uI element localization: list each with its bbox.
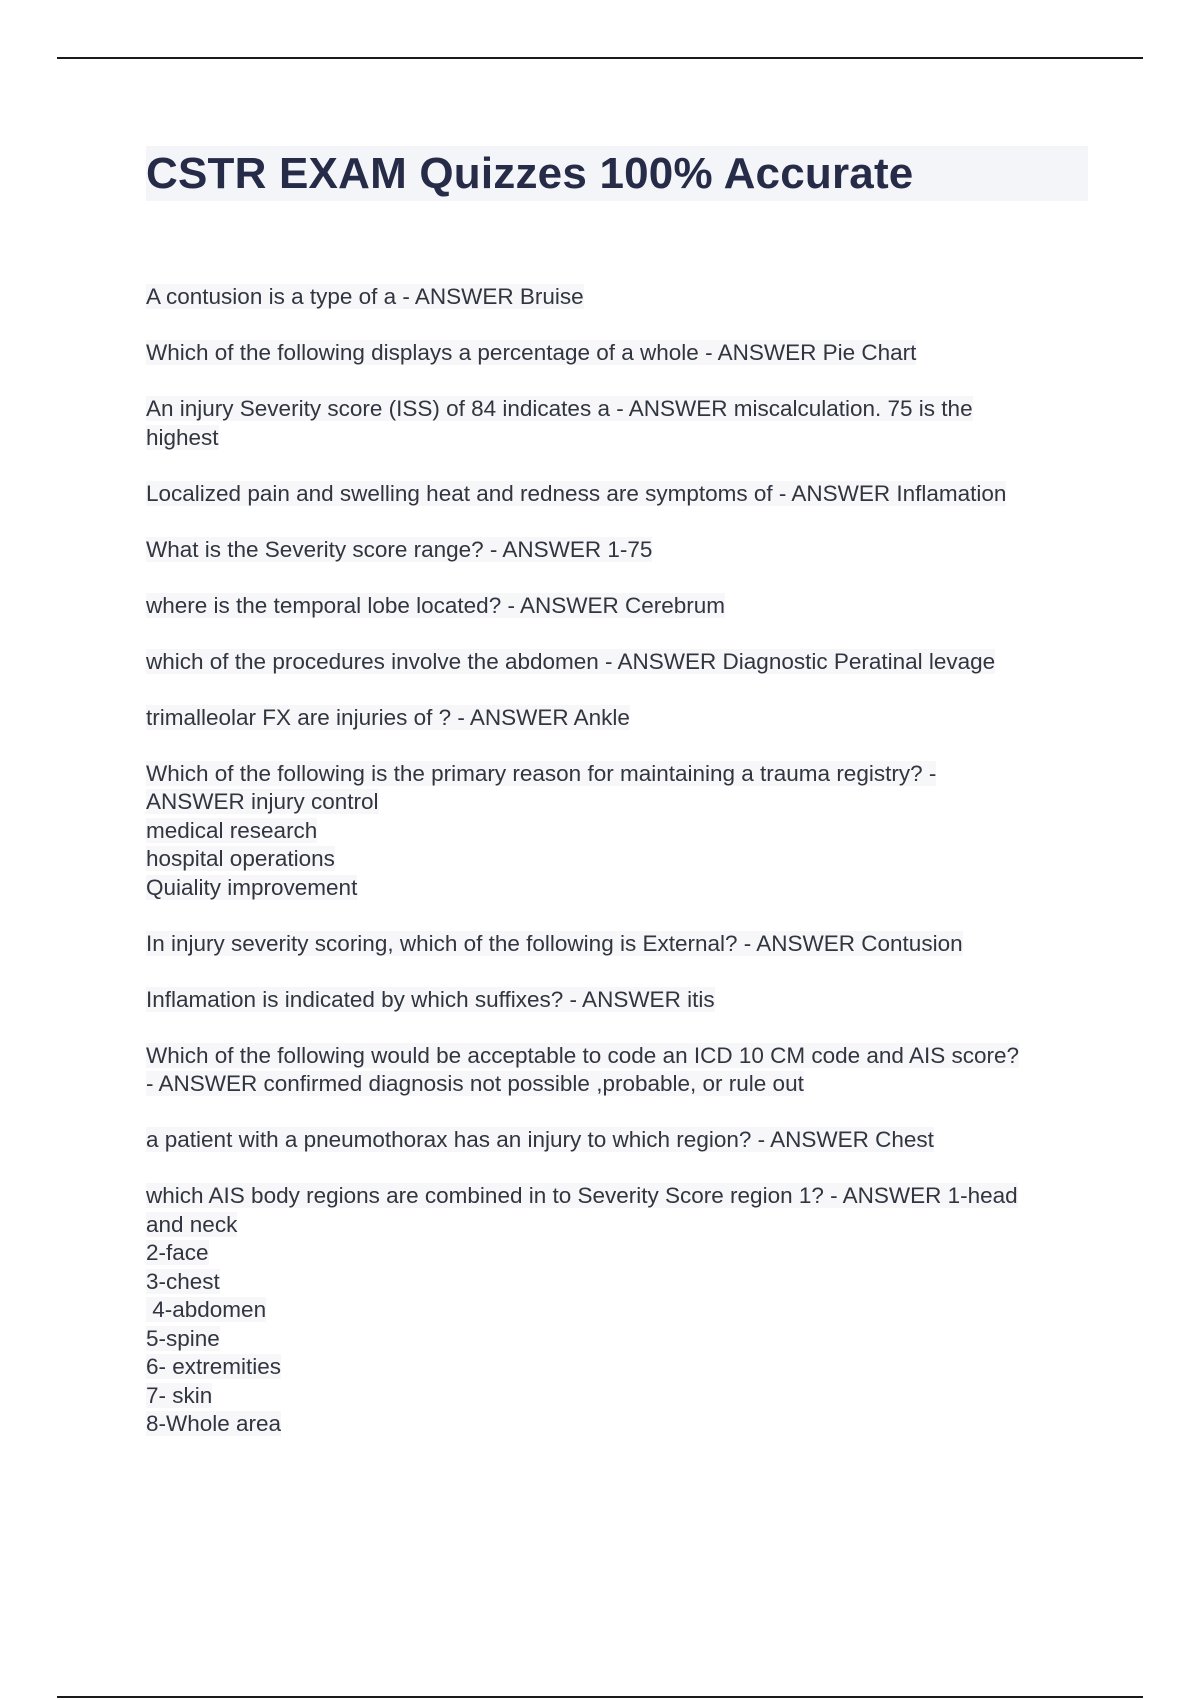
qa-line-text: Which of the following is the primary reason for maintaining a trauma registry? - <box>146 760 937 786</box>
qa-line-text: ANSWER injury control <box>146 789 379 814</box>
qa-line <box>146 930 1096 959</box>
qa-line-text: 6- extremities <box>146 1354 282 1379</box>
qa-line <box>146 1410 1096 1439</box>
qa-line <box>146 760 1096 789</box>
document-title: CSTR EXAM Quizzes 100% Accurate <box>146 149 914 198</box>
footer-rule <box>57 1696 1143 1698</box>
qa-line-text: which AIS body regions are combined in to Severity Score region 1? - ANSWER 1-head <box>146 1183 1018 1208</box>
qa-line-text: where is the temporal lobe located? - ANSWER Cerebrum <box>146 592 726 618</box>
qa-item-q3 <box>146 395 1096 452</box>
qa-line-text: medical research <box>146 817 318 843</box>
qa-item-q11 <box>146 986 1096 1015</box>
title-highlight <box>146 146 1088 201</box>
qa-item-q1 <box>146 283 1096 312</box>
qa-line-text: a patient with a pneumothorax has an injury to which region? - ANSWER Chest <box>146 1127 934 1152</box>
qa-line <box>146 817 1096 846</box>
qa-item-q4 <box>146 480 1096 509</box>
qa-line <box>146 1382 1096 1411</box>
qa-line-text: trimalleolar FX are injuries of ? - ANSWER Ankle <box>146 704 630 730</box>
qa-line <box>146 395 1096 424</box>
qa-line <box>146 1070 1096 1099</box>
header-rule <box>57 57 1143 59</box>
qa-line-text: 7- skin <box>146 1382 213 1408</box>
qa-line-text: 8-Whole area <box>146 1411 282 1436</box>
qa-line <box>146 1353 1096 1382</box>
qa-line <box>146 1325 1096 1354</box>
qa-item-q5 <box>146 536 1096 565</box>
qa-line <box>146 283 1096 312</box>
qa-line <box>146 704 1096 733</box>
qa-line <box>146 1182 1096 1211</box>
qa-line <box>146 1211 1096 1240</box>
qa-line <box>146 536 1096 565</box>
qa-item-q2 <box>146 339 1096 368</box>
qa-line-text: Quiality improvement <box>146 874 358 900</box>
qa-line-text: In injury severity scoring, which of the following is External? - ANSWER Contusion <box>146 930 963 956</box>
qa-item-q8 <box>146 704 1096 733</box>
qa-line-text: Localized pain and swelling heat and redness are symptoms of - ANSWER Inflamation <box>146 480 1007 506</box>
qa-line <box>146 845 1096 874</box>
qa-item-q6 <box>146 592 1096 621</box>
qa-line-text: and neck <box>146 1211 238 1237</box>
qa-line <box>146 874 1096 903</box>
qa-line-text: which of the procedures involve the abdomen - ANSWER Diagnostic Peratinal levage <box>146 648 996 674</box>
qa-line <box>146 480 1096 509</box>
qa-line <box>146 424 1096 453</box>
qa-line <box>146 1126 1096 1155</box>
qa-item-q12 <box>146 1042 1096 1099</box>
qa-line-text: 4-abdomen <box>146 1297 267 1322</box>
qa-line-text: An injury Severity score (ISS) of 84 indicates a - ANSWER miscalculation. 75 is the <box>146 396 973 421</box>
qa-line <box>146 1239 1096 1268</box>
qa-item-q9 <box>146 760 1096 903</box>
qa-item-q10 <box>146 930 1096 959</box>
qa-line-text: What is the Severity score range? - ANSWER 1-75 <box>146 536 653 562</box>
qa-line <box>146 339 1096 368</box>
qa-line-text: Which of the following displays a percentage of a whole - ANSWER Pie Chart <box>146 340 917 365</box>
qa-line-text: Which of the following would be acceptable to code an ICD 10 CM code and AIS score? <box>146 1042 1020 1068</box>
qa-line <box>146 788 1096 817</box>
qa-line-text: 3-chest <box>146 1268 220 1294</box>
qa-line-text: 5-spine <box>146 1325 220 1351</box>
qa-line <box>146 1042 1096 1071</box>
question-answer-list <box>146 283 1096 1466</box>
qa-line-text: hospital operations <box>146 846 335 871</box>
qa-line <box>146 1268 1096 1297</box>
qa-line-text: - ANSWER confirmed diagnosis not possible ,probable, or rule out <box>146 1071 804 1096</box>
qa-line <box>146 1296 1096 1325</box>
qa-item-q13 <box>146 1126 1096 1155</box>
qa-line-text: Inflamation is indicated by which suffixes? - ANSWER itis <box>146 986 715 1012</box>
qa-line-text: 2-face <box>146 1240 209 1265</box>
qa-line <box>146 592 1096 621</box>
qa-line <box>146 648 1096 677</box>
qa-item-q14 <box>146 1182 1096 1439</box>
qa-line-text: A contusion is a type of a - ANSWER Bruise <box>146 284 584 309</box>
qa-line <box>146 986 1096 1015</box>
qa-item-q7 <box>146 648 1096 677</box>
qa-line-text: highest <box>146 424 219 450</box>
